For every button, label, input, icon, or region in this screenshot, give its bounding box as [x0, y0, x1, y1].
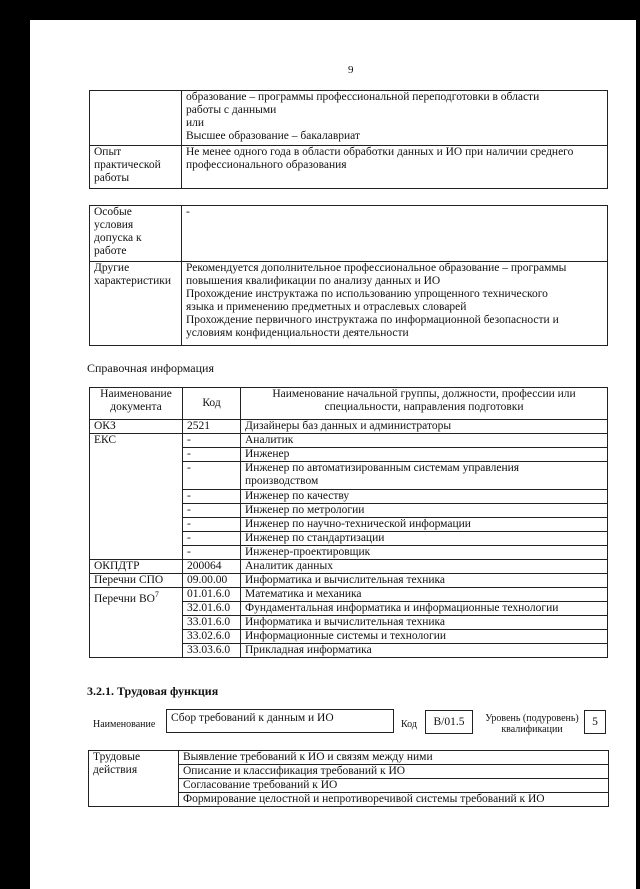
footnote-mark: 7	[154, 590, 159, 599]
cell-code: 2521	[183, 420, 241, 434]
text-line: документа	[110, 401, 162, 413]
row-label	[90, 262, 182, 346]
text-line: Опыт	[94, 146, 122, 158]
cell-name: Инженер по метрологии	[241, 504, 608, 518]
text-line: работе	[94, 245, 127, 257]
text-line: практической	[94, 159, 161, 171]
text-line: допуска к	[94, 232, 142, 244]
row-label	[90, 91, 182, 146]
text-line: производством	[245, 475, 319, 487]
cell-name: Инженер-проектировщик	[241, 546, 608, 560]
text-line: Код	[202, 397, 221, 409]
cell-code: -	[183, 546, 241, 560]
text-line: Перечни ВО	[94, 592, 155, 605]
text-line: Наименование начальной группы, должности, профессии или	[272, 388, 576, 400]
text-line: или	[186, 117, 205, 129]
cell-name: Информатика и вычислительная техника	[241, 574, 608, 588]
table-header-row	[90, 388, 608, 420]
cell-name: Аналитик данных	[241, 560, 608, 574]
cell-document: ЕКС	[90, 434, 183, 560]
cell-name: Инженер по научно-технической информации	[241, 518, 608, 532]
text-line: Прохождение первичного инструктажа по информационной безопасности и	[186, 314, 559, 326]
table-row	[90, 206, 608, 262]
section-heading: 3.2.1. Трудовая функция	[87, 684, 219, 698]
cell-code: 33.01.6.0	[183, 616, 241, 630]
text-line: Рекомендуется дополнительное профессиональное образование – программы	[186, 262, 567, 274]
labor-action-item: Согласование требований к ИО	[179, 779, 609, 793]
text-line: образование – программы профессиональной переподготовки в области	[186, 91, 540, 103]
text-line: Другие	[94, 262, 130, 274]
cell-code: -	[183, 448, 241, 462]
cell-code: 01.01.6.0	[183, 588, 241, 602]
cell-code: 33.02.6.0	[183, 630, 241, 644]
text-line: работы с данными	[186, 104, 277, 116]
conditions-table	[89, 205, 608, 346]
table-row	[90, 574, 608, 588]
cell-name: Прикладная информатика	[241, 644, 608, 658]
cell-name: Информационные системы и технологии	[241, 630, 608, 644]
cell-code: 09.00.00	[183, 574, 241, 588]
cell-code: -	[183, 532, 241, 546]
cell-name: Дизайнеры баз данных и администраторы	[241, 420, 608, 434]
row-label	[90, 206, 182, 262]
header-code	[183, 388, 241, 420]
labor-action-item: Описание и классификация требований к ИО	[179, 765, 609, 779]
text-line: специальности, направления подготовки	[324, 401, 524, 413]
document-page	[30, 20, 636, 889]
labor-action-item: Формирование целостной и непротиворечивой системы требований к ИО	[179, 793, 609, 807]
cell-name: Инженер по качеству	[241, 490, 608, 504]
table-row	[89, 751, 609, 765]
table-row	[90, 588, 608, 602]
text-line: условия	[94, 219, 134, 231]
table-row	[90, 420, 608, 434]
function-name-box: Сбор требований к данным и ИО	[166, 709, 394, 733]
table-row	[90, 146, 608, 189]
text-line: повышения квалификации по анализу данных и ИО	[186, 275, 441, 287]
text-line: Трудовые	[93, 751, 141, 763]
text-line: характеристики	[94, 275, 172, 287]
cell-name: Математика и механика	[241, 588, 608, 602]
text-line: Особые	[94, 206, 132, 218]
function-code-box: B/01.5	[425, 710, 473, 734]
text-line: действия	[93, 764, 138, 776]
reference-info-label: Справочная информация	[87, 361, 214, 375]
cell-code: 200064	[183, 560, 241, 574]
text-line: языка и применению предметных и отраслевых словарей	[186, 301, 467, 313]
cell-code: -	[183, 504, 241, 518]
table-row	[90, 91, 608, 146]
cell-name: Фундаментальная информатика и информационные технологии	[241, 602, 608, 616]
text-line: -	[186, 206, 190, 218]
table-row	[90, 262, 608, 346]
cell-name: Информатика и вычислительная техника	[241, 616, 608, 630]
row-value	[182, 91, 608, 146]
cell-name	[241, 462, 608, 490]
cell-code: -	[183, 434, 241, 448]
table-row	[90, 560, 608, 574]
qualification-level-label	[482, 713, 582, 735]
labor-actions-table	[88, 750, 609, 807]
row-value	[182, 262, 608, 346]
row-value	[182, 146, 608, 189]
cell-name: Аналитик	[241, 434, 608, 448]
row-value	[182, 206, 608, 262]
cell-code: 32.01.6.0	[183, 602, 241, 616]
text-line: квалификации	[501, 724, 563, 735]
requirements-table	[89, 90, 608, 189]
cell-code: -	[183, 490, 241, 504]
cell-name: Инженер	[241, 448, 608, 462]
cell-document: ОКЗ	[90, 420, 183, 434]
text-line: работы	[94, 172, 130, 184]
row-label	[90, 146, 182, 189]
header-name	[241, 388, 608, 420]
text-line: Прохождение инструктажа по использованию упрощенного технического	[186, 288, 548, 300]
cell-code: 33.03.6.0	[183, 644, 241, 658]
text-line: профессионального образования	[186, 159, 347, 171]
text-line: условиям конфиденциальности деятельности	[186, 327, 409, 339]
cell-document: ОКПДТР	[90, 560, 183, 574]
cell-document	[90, 588, 183, 658]
reference-table	[89, 387, 608, 658]
header-document	[90, 388, 183, 420]
cell-name: Инженер по стандартизации	[241, 532, 608, 546]
page-number: 9	[348, 64, 354, 76]
row-label	[89, 751, 179, 807]
text-line: Уровень (подуровень)	[485, 713, 579, 724]
text-line: Не менее одного года в области обработки данных и ИО при наличии среднего	[186, 146, 574, 158]
function-name-label: Наименование	[93, 719, 156, 730]
text-line: Инженер по автоматизированным системам управления	[245, 462, 520, 474]
cell-code: -	[183, 518, 241, 532]
cell-document: Перечни СПО	[90, 574, 183, 588]
text-line: Наименование	[100, 388, 172, 400]
function-code-label: Код	[401, 719, 417, 730]
labor-action-item: Выявление требований к ИО и связям между ними	[179, 751, 609, 765]
text-line: Высшее образование – бакалавриат	[186, 130, 360, 142]
cell-code: -	[183, 462, 241, 490]
table-row	[90, 434, 608, 448]
qualification-level-box: 5	[584, 710, 606, 734]
